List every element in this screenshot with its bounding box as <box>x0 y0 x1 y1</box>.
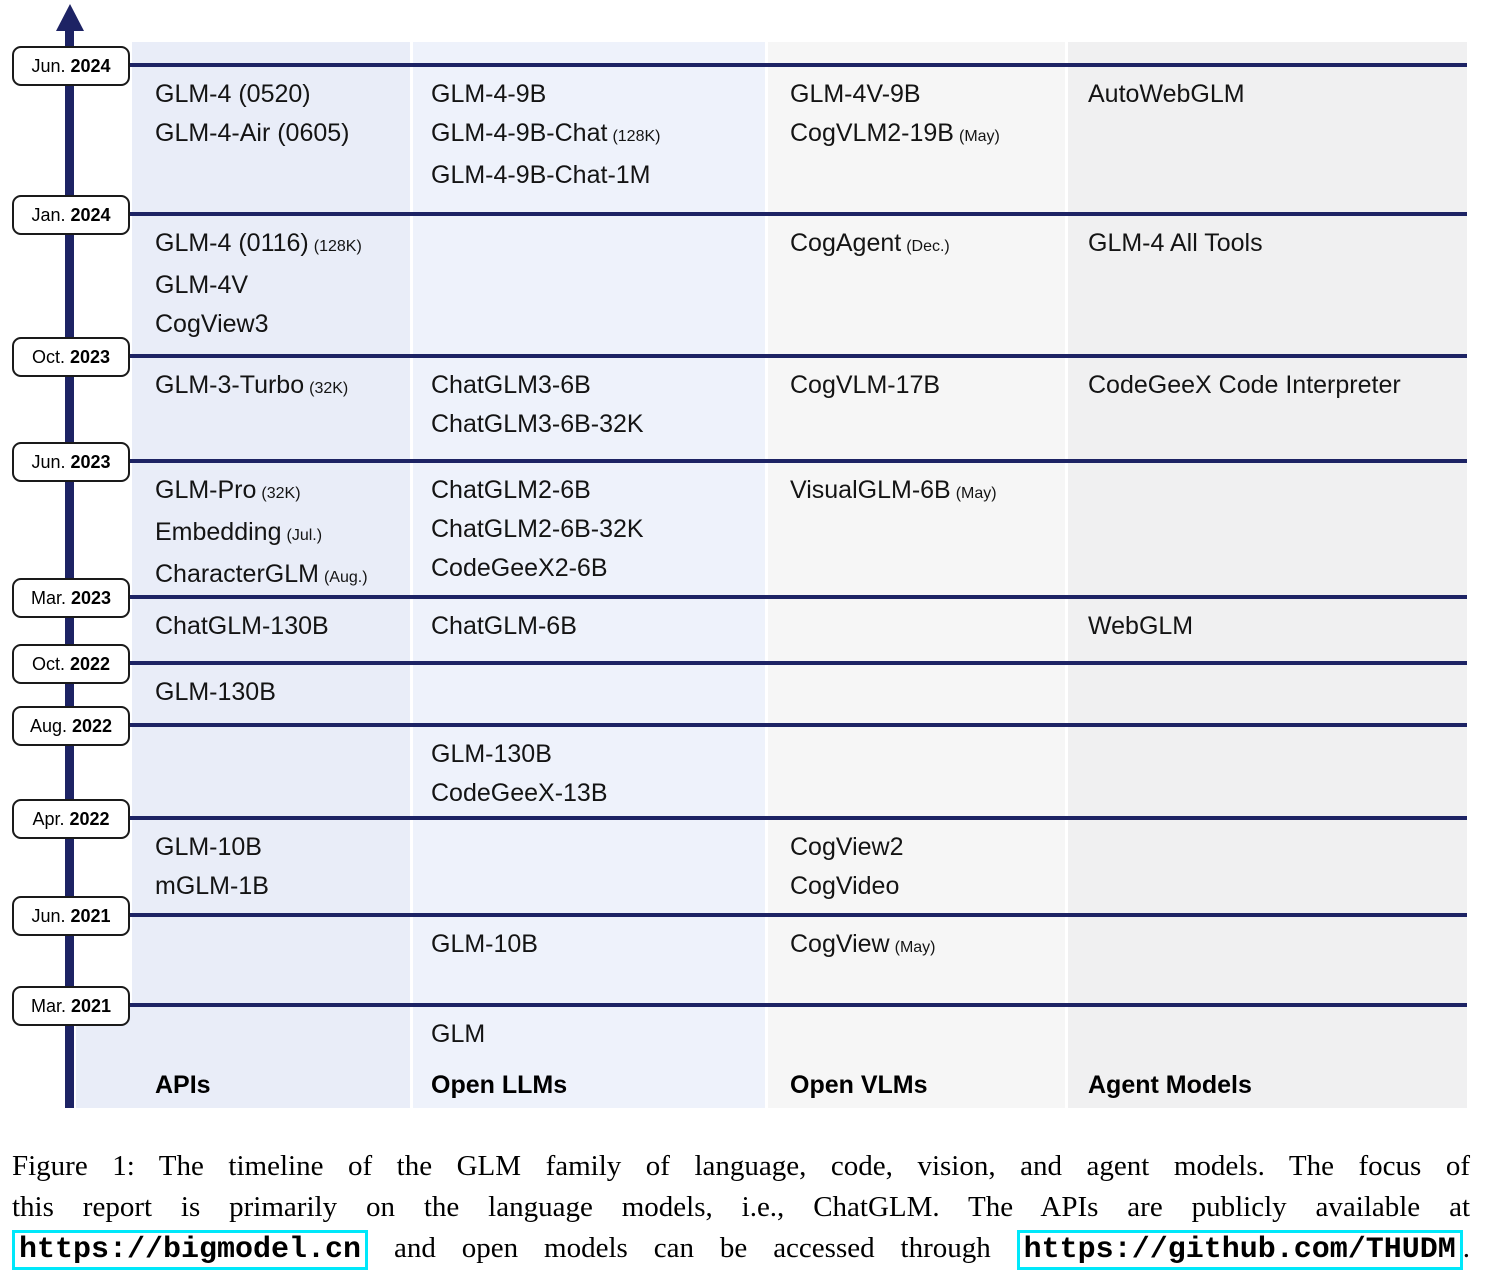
date-month: Jun. <box>31 451 66 472</box>
model-entry <box>790 867 904 906</box>
model-entry <box>155 828 269 867</box>
model-name: CogView <box>790 930 890 958</box>
column-header-open-vlms: Open VLMs <box>790 1071 928 1099</box>
cell-agent-models-r4 <box>1088 607 1193 646</box>
gridline-jun-2021 <box>128 913 1467 917</box>
date-year: 2024 <box>70 55 111 76</box>
model-entry <box>431 156 660 195</box>
date-year: 2023 <box>70 451 111 472</box>
cell-open-vlms-r3 <box>790 471 997 513</box>
model-entry <box>431 471 644 510</box>
model-name: ChatGLM2-6B-32K <box>431 515 644 543</box>
cell-open-vlms-r0 <box>790 75 1000 156</box>
model-name: GLM-4 (0116) <box>155 229 309 257</box>
date-label-jun-2023 <box>12 442 130 482</box>
caption-line-3-text: and open models can be accessed through <box>368 1232 1017 1264</box>
cell-agent-models-r2 <box>1088 366 1401 405</box>
model-entry <box>1088 607 1193 646</box>
model-entry <box>431 405 644 444</box>
model-entry <box>790 114 1000 156</box>
model-entry <box>790 471 997 513</box>
model-entry <box>1088 366 1401 405</box>
date-month: Mar. <box>30 995 66 1016</box>
cell-open-llms-r8 <box>431 925 538 964</box>
gridline-mar-2021 <box>128 1003 1467 1007</box>
gridline-jun-2024 <box>128 63 1467 67</box>
model-note: (32K) <box>309 380 349 397</box>
date-month: Mar. <box>30 587 66 608</box>
column-bg-agent-models <box>1068 42 1467 1108</box>
model-name: mGLM-1B <box>155 872 269 900</box>
model-entry <box>431 925 538 964</box>
model-entry <box>155 555 368 597</box>
model-name: GLM-Pro <box>155 476 257 504</box>
date-label-jan-2024 <box>12 195 130 235</box>
cell-open-vlms-r7 <box>790 828 904 906</box>
model-note: (May) <box>894 939 936 956</box>
model-name: GLM-4-9B <box>431 80 547 108</box>
model-name: GLM-10B <box>431 930 538 958</box>
date-year: 2022 <box>69 808 110 829</box>
date-month: Jun. <box>31 905 66 926</box>
date-month: Oct. <box>31 653 65 674</box>
model-entry <box>431 75 660 114</box>
cell-agent-models-r1 <box>1088 224 1263 263</box>
model-name: GLM-4V <box>155 271 249 299</box>
caption-line-3 <box>12 1228 1470 1270</box>
model-entry <box>790 925 936 967</box>
model-entry <box>155 366 348 408</box>
model-entry <box>431 774 608 813</box>
model-name: ChatGLM3-6B-32K <box>431 410 644 438</box>
gridline-jan-2024 <box>128 212 1467 216</box>
date-year: 2022 <box>71 715 113 736</box>
model-name: CogAgent <box>790 229 902 257</box>
model-entry <box>431 549 644 588</box>
model-name: GLM-4-9B-Chat-1M <box>431 161 651 189</box>
model-name: CogVLM2-19B <box>790 119 954 147</box>
cell-apis-r2 <box>155 366 348 408</box>
model-entry <box>431 510 644 549</box>
date-month: Aug. <box>29 715 67 736</box>
column-header-apis: APIs <box>155 1071 211 1099</box>
timeline-axis-arrowhead-icon <box>56 4 84 31</box>
model-name: CogVideo <box>790 872 900 900</box>
gridline-aug-2022 <box>128 723 1467 727</box>
date-month: Jan. <box>31 204 66 225</box>
model-entry <box>431 607 577 646</box>
bigmodel-link[interactable]: https://bigmodel.cn <box>12 1230 368 1270</box>
date-label-aug-2022 <box>12 706 130 746</box>
model-name: CodeGeeX Code Interpreter <box>1088 371 1401 399</box>
cell-open-vlms-r8 <box>790 925 936 967</box>
model-name: CogView2 <box>790 833 904 861</box>
cell-open-llms-r2 <box>431 366 644 444</box>
gridline-oct-2022 <box>128 661 1467 665</box>
caption-period: . <box>1462 1232 1470 1264</box>
model-name: ChatGLM3-6B <box>431 371 591 399</box>
cell-apis-r3 <box>155 471 368 597</box>
model-name: ChatGLM-130B <box>155 612 329 640</box>
cell-open-llms-r4 <box>431 607 577 646</box>
date-month: Jun. <box>31 55 66 76</box>
cell-apis-r5 <box>155 673 276 712</box>
model-name: CogView3 <box>155 310 269 338</box>
model-entry <box>155 867 269 906</box>
model-entry <box>1088 224 1263 263</box>
date-year: 2021 <box>70 905 111 926</box>
model-entry <box>155 513 368 555</box>
model-entry <box>155 224 362 266</box>
model-name: GLM-10B <box>155 833 262 861</box>
model-name: GLM <box>431 1020 486 1048</box>
cell-open-llms-r3 <box>431 471 644 588</box>
cell-open-vlms-r1 <box>790 224 950 266</box>
figure-caption <box>12 1146 1470 1270</box>
date-label-mar-2023 <box>12 578 130 618</box>
model-entry <box>155 673 276 712</box>
model-entry <box>790 224 950 266</box>
model-name: CodeGeeX-13B <box>431 779 608 807</box>
model-entry <box>155 114 350 153</box>
date-month: Apr. <box>32 808 65 829</box>
date-label-jun-2024 <box>12 46 130 86</box>
cell-open-llms-r0 <box>431 75 660 195</box>
model-note: (Dec.) <box>906 238 950 255</box>
date-year: 2022 <box>69 653 111 674</box>
cell-open-llms-r6 <box>431 735 608 813</box>
model-name: GLM-4 (0520) <box>155 80 311 108</box>
model-entry <box>1088 75 1245 114</box>
timeline-axis <box>65 24 74 1108</box>
model-name: GLM-130B <box>155 678 276 706</box>
model-note: (128K) <box>612 128 661 145</box>
caption-line-2: this report is primarily on the language models, i.e., ChatGLM. The APIs are publicly available at <box>12 1191 1470 1223</box>
model-name: ChatGLM2-6B <box>431 476 591 504</box>
model-name: VisualGLM-6B <box>790 476 951 504</box>
model-note: (Aug.) <box>323 569 368 586</box>
caption-line-1: Figure 1: The timeline of the GLM family of language, code, vision, and agent models. The focus of <box>12 1150 1470 1182</box>
model-note: (32K) <box>261 485 301 502</box>
date-label-jun-2021 <box>12 896 130 936</box>
model-name: CogVLM-17B <box>790 371 941 399</box>
model-note: (128K) <box>313 238 362 255</box>
model-note: (Jul.) <box>286 527 323 544</box>
cell-open-vlms-r2 <box>790 366 940 405</box>
cell-apis-r7 <box>155 828 269 906</box>
model-name: WebGLM <box>1088 612 1194 640</box>
model-entry <box>431 1015 485 1054</box>
date-label-apr-2022 <box>12 799 130 839</box>
model-entry <box>155 607 329 646</box>
cell-agent-models-r0 <box>1088 75 1245 114</box>
model-note: (May) <box>955 485 997 502</box>
column-header-agent-models: Agent Models <box>1088 1071 1252 1099</box>
model-name: GLM-130B <box>431 740 552 768</box>
model-name: ChatGLM-6B <box>431 612 577 640</box>
date-label-mar-2021 <box>12 986 130 1026</box>
date-year: 2024 <box>70 204 111 225</box>
model-entry <box>790 828 904 867</box>
model-name: GLM-4-Air (0605) <box>155 119 350 147</box>
model-note: (May) <box>958 128 1000 145</box>
gridline-jun-2023 <box>128 459 1467 463</box>
date-year: 2023 <box>70 587 112 608</box>
cell-open-llms-r9 <box>431 1015 485 1054</box>
cell-apis-r4 <box>155 607 329 646</box>
github-thudm-link[interactable]: https://github.com/THUDM <box>1017 1230 1463 1270</box>
date-month: Oct. <box>31 346 65 367</box>
model-entry <box>431 735 608 774</box>
model-entry <box>155 471 368 513</box>
model-name: GLM-4-9B-Chat <box>431 119 608 147</box>
gridline-apr-2022 <box>128 816 1467 820</box>
date-year: 2023 <box>69 346 111 367</box>
model-entry <box>790 75 1000 114</box>
model-entry <box>155 266 362 305</box>
date-label-oct-2023 <box>12 337 130 377</box>
model-name: GLM-3-Turbo <box>155 371 305 399</box>
model-name: CodeGeeX2-6B <box>431 554 608 582</box>
model-entry <box>155 75 350 114</box>
model-name: AutoWebGLM <box>1088 80 1245 108</box>
cell-apis-r1 <box>155 224 362 344</box>
model-entry <box>790 366 940 405</box>
model-name: Embedding <box>155 518 282 546</box>
gridline-oct-2023 <box>128 354 1467 358</box>
date-label-oct-2022 <box>12 644 130 684</box>
model-name: GLM-4V-9B <box>790 80 921 108</box>
date-year: 2021 <box>70 995 112 1016</box>
cell-apis-r0 <box>155 75 350 153</box>
model-entry <box>431 366 644 405</box>
model-entry <box>155 305 362 344</box>
column-header-open-llms: Open LLMs <box>431 1071 568 1099</box>
model-entry <box>431 114 660 156</box>
model-name: GLM-4 All Tools <box>1088 229 1263 257</box>
model-name: CharacterGLM <box>155 560 319 588</box>
